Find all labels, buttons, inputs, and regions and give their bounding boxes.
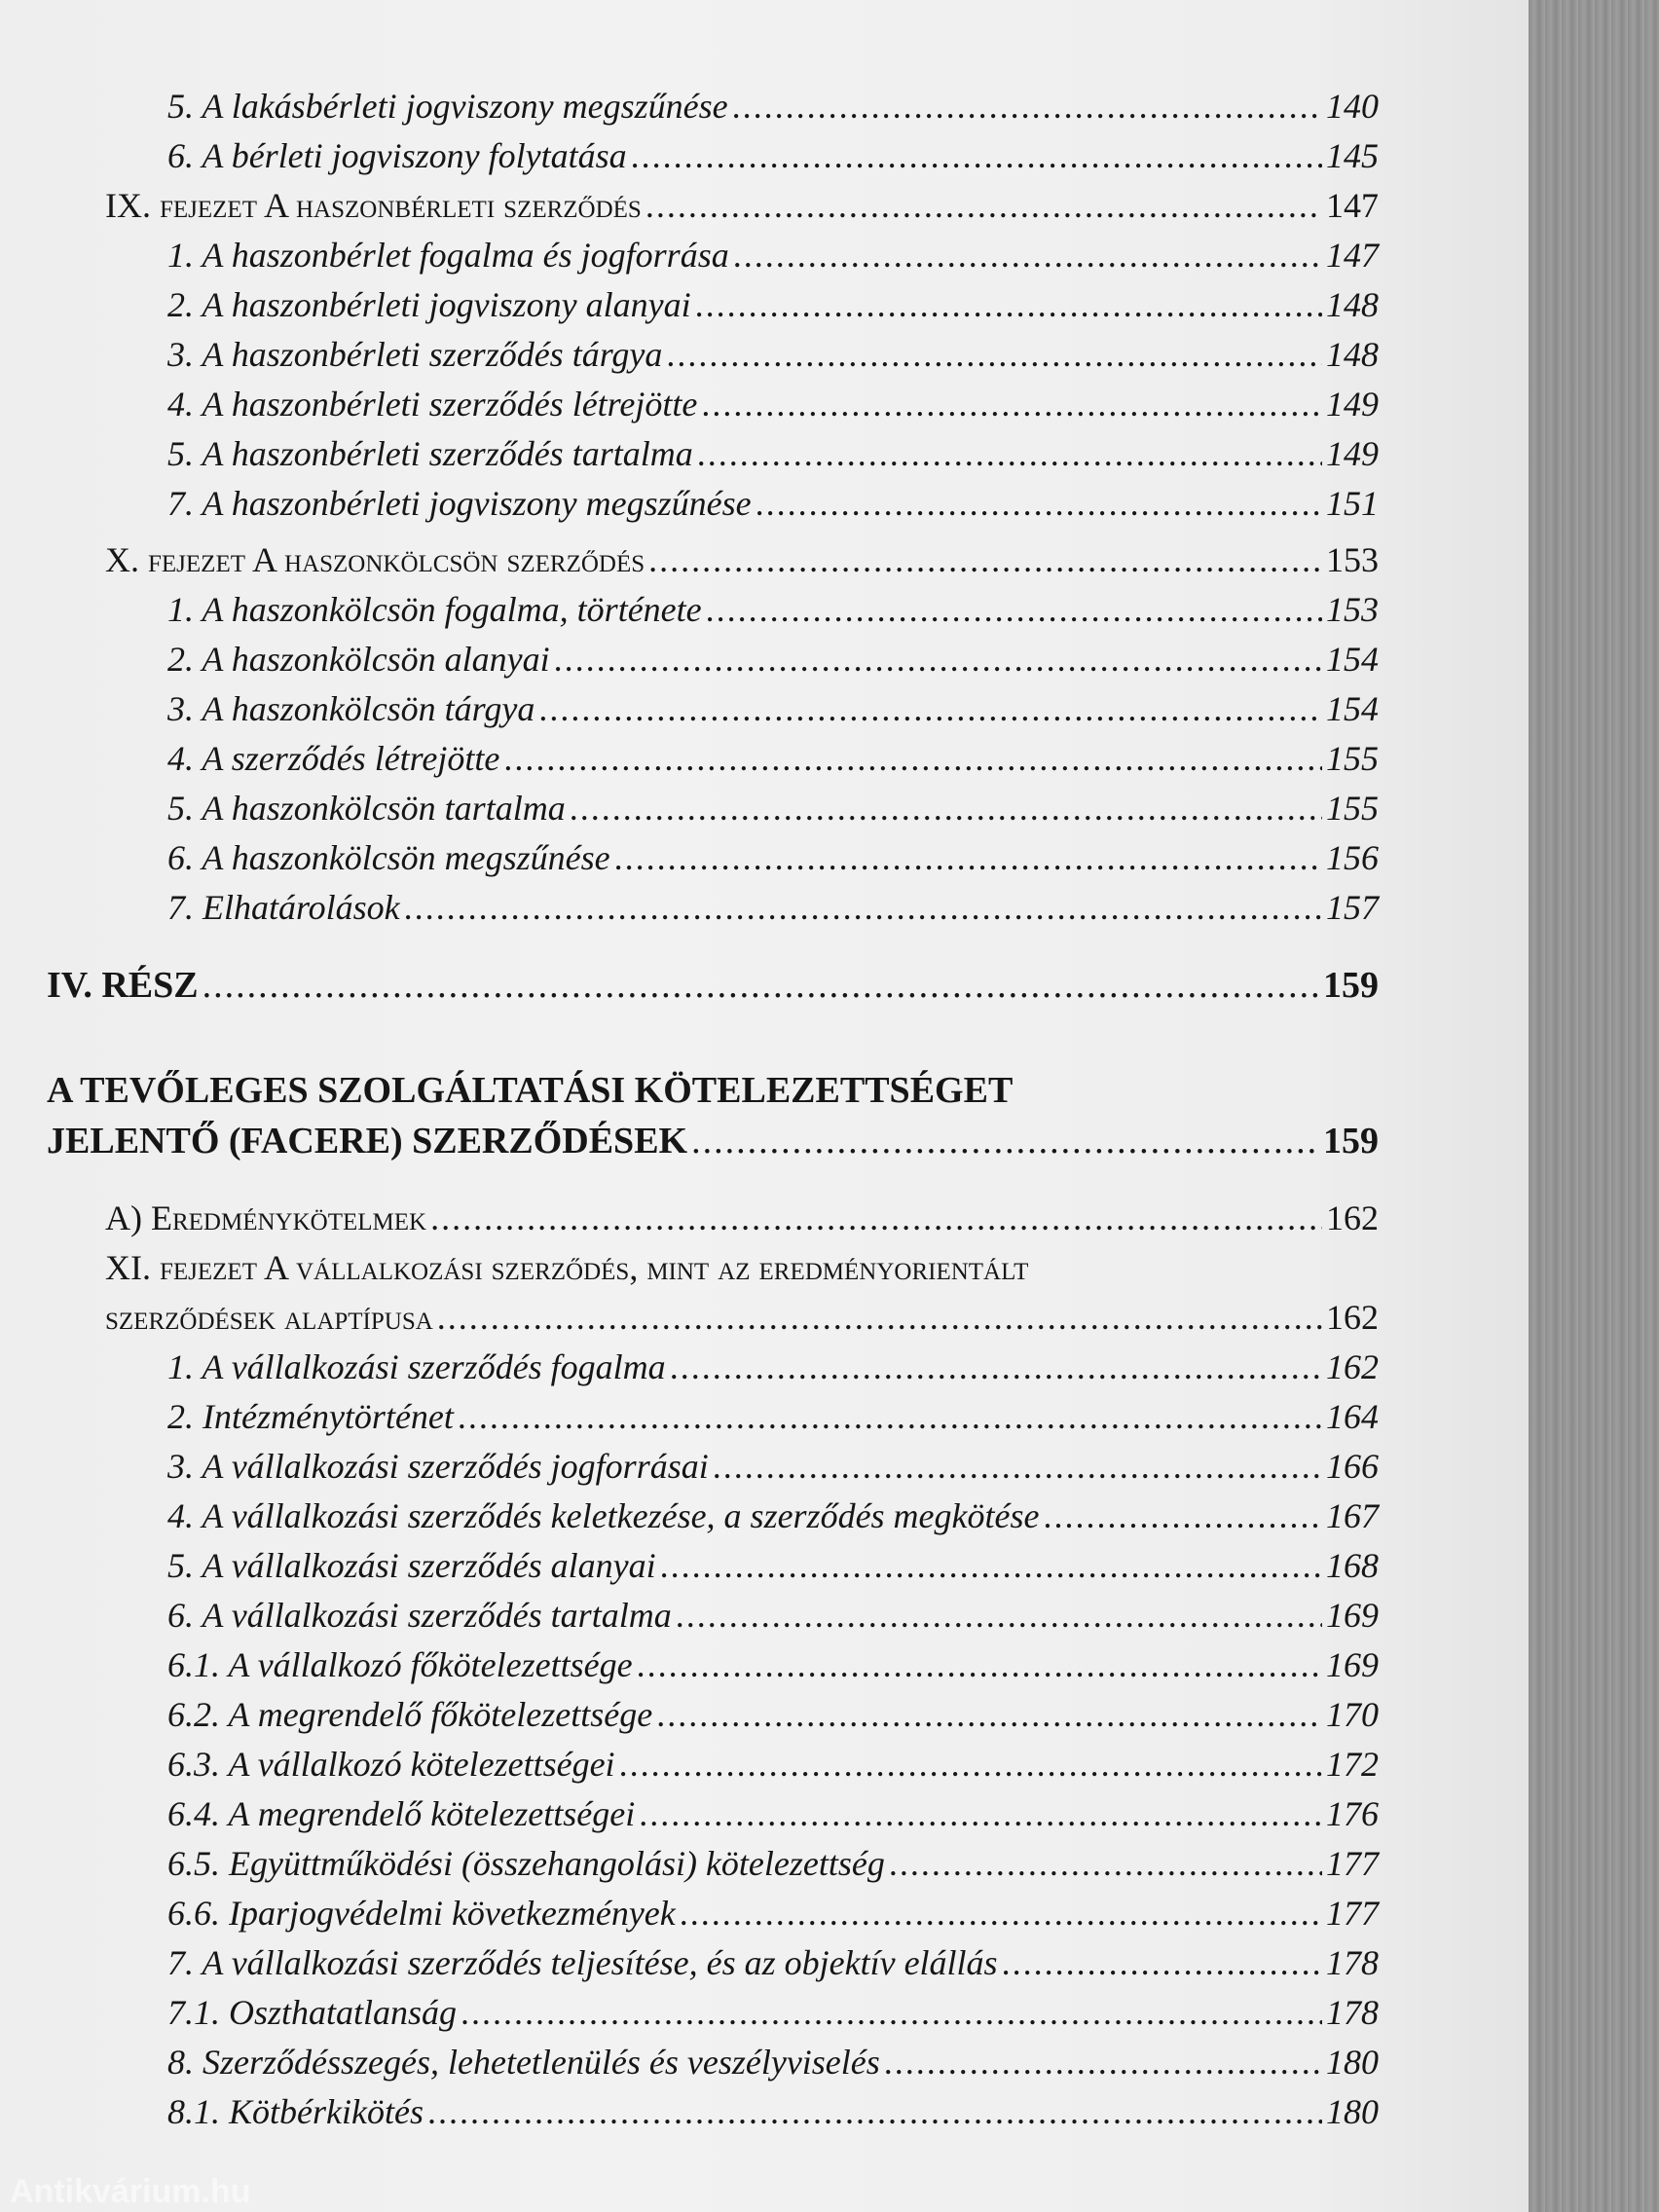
toc-entry-page: 162: [1326, 1298, 1379, 1337]
toc-entry-page: 159: [1323, 1121, 1379, 1161]
toc-entry-page: 169: [1326, 1645, 1379, 1684]
toc-entry-page: 172: [1326, 1745, 1379, 1784]
toc-entry: [167, 1494, 1379, 1537]
toc-entry-page: 180: [1326, 2043, 1379, 2082]
toc-entry-page: 178: [1326, 1943, 1379, 1982]
dot-leader: [458, 1395, 1322, 1438]
dot-leader: [614, 836, 1322, 879]
toc-entry: [167, 1842, 1379, 1885]
toc-entry-page: 169: [1326, 1596, 1379, 1635]
dot-leader: [691, 1120, 1319, 1162]
toc-entry: [167, 1594, 1379, 1637]
toc-entry-title: 4. A szerződés létrejötte: [167, 739, 500, 778]
dot-leader: [538, 687, 1322, 730]
toc-entry: [167, 1395, 1379, 1438]
toc-entry-page: 153: [1326, 590, 1379, 629]
toc-entry-title: 7. A vállalkozási szerződés teljesítése, és az objektív elállás: [167, 1943, 998, 1982]
toc-entry: [167, 85, 1379, 128]
toc-entry-page: 167: [1326, 1496, 1379, 1535]
watermark: Antikvárium.hu: [10, 2173, 251, 2210]
dot-leader: [648, 538, 1322, 581]
dot-leader: [503, 737, 1322, 780]
toc-entry: [167, 2041, 1379, 2083]
dot-leader: [631, 134, 1322, 177]
toc-entry-title: 7. Elhatárolások: [167, 888, 400, 927]
toc-entry: [167, 383, 1379, 425]
toc-entry: [167, 1892, 1379, 1935]
toc-entry-title: 1. A vállalkozási szerződés fogalma: [167, 1347, 666, 1386]
toc-entry-title: X. fejezet A haszonkölcsön szerződés: [105, 540, 645, 579]
toc-entry: [167, 1941, 1379, 1984]
dot-leader: [404, 886, 1322, 929]
toc-entry-page: 147: [1326, 186, 1379, 225]
toc-entry-page: 154: [1326, 640, 1379, 679]
toc-entry: [167, 1991, 1379, 2034]
dot-leader: [676, 1594, 1322, 1637]
dot-leader: [645, 184, 1322, 227]
toc-entry-title: szerződések alaptípusa: [105, 1298, 433, 1337]
dot-leader: [656, 1693, 1322, 1736]
toc-entry-page: 162: [1326, 1347, 1379, 1386]
dot-leader: [430, 1197, 1322, 1239]
dot-leader: [701, 383, 1322, 425]
toc-entry-page: 149: [1326, 434, 1379, 473]
part-heading-line-1: A TEVŐLEGES SZOLGÁLTATÁSI KÖTELEZETTSÉGET: [47, 1070, 1014, 1111]
toc-entry-page: 162: [1326, 1198, 1379, 1237]
toc-entry: [167, 1544, 1379, 1587]
toc-entry: [167, 588, 1379, 631]
toc-entry-page: 178: [1326, 1993, 1379, 2032]
toc-entry-title: A) Eredménykötelmek: [105, 1198, 427, 1237]
toc-entry-page: 156: [1326, 838, 1379, 877]
toc-entry-page: 145: [1326, 136, 1379, 175]
toc-entry-page: 147: [1326, 236, 1379, 275]
toc-entry-page: 168: [1326, 1546, 1379, 1585]
toc-entry: [167, 687, 1379, 730]
toc-entry-page: 149: [1326, 385, 1379, 424]
toc-entry-page: 159: [1323, 965, 1379, 1006]
toc-entry-page: 177: [1326, 1844, 1379, 1883]
toc-entry-title: 6. A bérleti jogviszony folytatása: [167, 136, 627, 175]
toc-entry-title: 8. Szerződésszegés, lehetetlenülés és veszélyviselés: [167, 2043, 880, 2082]
toc-entry-title: 5. A haszonbérleti szerződés tartalma: [167, 434, 693, 473]
toc-entry-title: 2. A haszonkölcsön alanyai: [167, 640, 550, 679]
dot-leader: [461, 1991, 1322, 2034]
toc-entry: [167, 1643, 1379, 1686]
dot-leader: [756, 482, 1322, 525]
toc-entry-page: 180: [1326, 2092, 1379, 2131]
toc-entry-title: 6.1. A vállalkozó főkötelezettsége: [167, 1645, 633, 1684]
toc-entry-title: 5. A haszonkölcsön tartalma: [167, 789, 566, 828]
toc-entry-page: 155: [1326, 739, 1379, 778]
toc-entry: [167, 134, 1379, 177]
toc-entry-page: 153: [1326, 540, 1379, 579]
toc-entry-page: 170: [1326, 1695, 1379, 1734]
toc-entry: [167, 482, 1379, 525]
dot-leader: [706, 588, 1322, 631]
toc-entry-title: 6. A vállalkozási szerződés tartalma: [167, 1596, 672, 1635]
toc-entry-page: 151: [1326, 484, 1379, 523]
toc-entry: [167, 333, 1379, 376]
dot-leader: [732, 85, 1322, 128]
toc-entry: [167, 787, 1379, 830]
dot-leader: [666, 333, 1322, 376]
toc-entry: [167, 2090, 1379, 2133]
toc-part-heading-entry: [47, 1120, 1379, 1162]
toc-entry: [167, 1445, 1379, 1488]
toc-entry-title: 6.6. Iparjogvédelmi következmények: [167, 1894, 676, 1933]
toc-entry-title: 2. A haszonbérleti jogviszony alanyai: [167, 285, 691, 324]
dot-leader: [670, 1346, 1322, 1388]
dot-leader: [680, 1892, 1322, 1935]
toc-entry-page: 157: [1326, 888, 1379, 927]
toc-part-entry: [47, 964, 1379, 1007]
toc-entry-page: 148: [1326, 335, 1379, 374]
dot-leader: [1002, 1941, 1322, 1984]
toc-entry-title: 6.5. Együttműködési (összehangolási) kötelezettség: [167, 1844, 885, 1883]
toc-entry-page: 148: [1326, 285, 1379, 324]
toc-entry-page: 140: [1326, 87, 1379, 126]
dot-leader: [639, 1792, 1322, 1835]
chapter-xi-title-line-1: XI. fejezet A vállalkozási szerződés, mint az eredményorientált: [105, 1248, 1029, 1287]
toc-entry: [167, 1693, 1379, 1736]
toc-entry-title: 3. A haszonbérleti szerződés tárgya: [167, 335, 663, 374]
toc-entry-title: 3. A haszonkölcsön tárgya: [167, 689, 535, 728]
toc-entry-title: 7.1. Oszthatatlanság: [167, 1993, 458, 2032]
toc-entry-page: 154: [1326, 689, 1379, 728]
dot-leader: [203, 964, 1319, 1007]
adjacent-page-edge: [1529, 0, 1659, 2212]
toc-entry: [167, 836, 1379, 879]
toc-entry-title: 4. A haszonbérleti szerződés létrejötte: [167, 385, 698, 424]
toc-entry: [167, 432, 1379, 475]
toc-entry-title: 1. A haszonkölcsön fogalma, története: [167, 590, 702, 629]
toc-entry: [167, 1743, 1379, 1786]
toc-entry: [167, 283, 1379, 326]
toc-entry: [167, 234, 1379, 276]
toc-entry: [167, 1346, 1379, 1388]
toc-entry-page: 166: [1326, 1447, 1379, 1486]
toc-entry-page: 155: [1326, 789, 1379, 828]
toc-entry-page: 177: [1326, 1894, 1379, 1933]
toc-chapter-entry: [105, 184, 1379, 227]
dot-leader: [570, 787, 1322, 830]
toc-entry-title: 1. A haszonbérlet fogalma és jogforrása: [167, 236, 729, 275]
toc-entry-title: 6. A haszonkölcsön megszűnése: [167, 838, 610, 877]
toc-entry-title: IX. fejezet A haszonbérleti szerződés: [105, 186, 642, 225]
toc-entry-title: JELENTŐ (FACERE) SZERZŐDÉSEK: [47, 1121, 688, 1161]
toc-entry-page: 176: [1326, 1794, 1379, 1833]
dot-leader: [695, 283, 1322, 326]
dot-leader: [619, 1743, 1322, 1786]
dot-leader: [733, 234, 1322, 276]
toc-entry-title: 6.3. A vállalkozó kötelezettségei: [167, 1745, 615, 1784]
toc-entry-title: 5. A vállalkozási szerződés alanyai: [167, 1546, 656, 1585]
dot-leader: [697, 432, 1322, 475]
dot-leader: [427, 2090, 1322, 2133]
toc-entry-title: IV. RÉSZ: [47, 965, 199, 1006]
dot-leader: [884, 2041, 1322, 2083]
toc-entry-title: 6.2. A megrendelő főkötelezettsége: [167, 1695, 653, 1734]
toc-entry: [167, 737, 1379, 780]
dot-leader: [660, 1544, 1322, 1587]
toc-entry-title: 8.1. Kötbérkikötés: [167, 2092, 424, 2131]
toc-chapter-entry: [105, 538, 1379, 581]
dot-leader: [713, 1445, 1322, 1488]
dot-leader: [1043, 1494, 1322, 1537]
toc-entry: [167, 1792, 1379, 1835]
toc-chapter-entry: [105, 1296, 1379, 1339]
dot-leader: [889, 1842, 1322, 1885]
toc-entry-title: 4. A vállalkozási szerződés keletkezése, a szerződés megkötése: [167, 1496, 1040, 1535]
toc-entry: [167, 638, 1379, 681]
toc-entry-title: 7. A haszonbérleti jogviszony megszűnése: [167, 484, 752, 523]
toc-chapter-entry: [105, 1197, 1379, 1239]
toc-entry-page: 164: [1326, 1397, 1379, 1436]
toc-entry-title: 6.4. A megrendelő kötelezettségei: [167, 1794, 636, 1833]
toc-entry-title: 5. A lakásbérleti jogviszony megszűnése: [167, 87, 728, 126]
toc-entry-title: 3. A vállalkozási szerződés jogforrásai: [167, 1447, 709, 1486]
dot-leader: [554, 638, 1322, 681]
dot-leader: [437, 1296, 1322, 1339]
toc-entry: [167, 886, 1379, 929]
dot-leader: [637, 1643, 1322, 1686]
toc-entry-title: 2. Intézménytörténet: [167, 1397, 454, 1436]
